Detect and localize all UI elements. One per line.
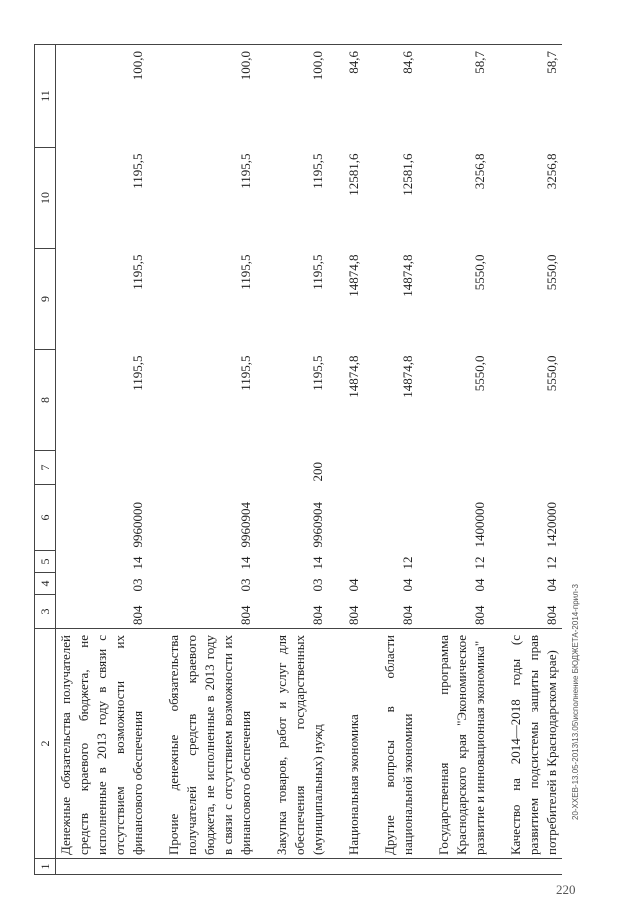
row-name: Другие вопросы в области национальной экономики	[380, 629, 418, 859]
table-row	[56, 45, 149, 875]
row-spacer	[256, 45, 272, 875]
col-header: 1	[35, 859, 56, 875]
spacer-cell	[364, 595, 380, 629]
row-name: Качество на 2014—2018 годы (с развитием подсистемы защиты прав потребителей в Краснодарском крае)	[506, 629, 562, 859]
cell-c4: 03	[310, 578, 325, 592]
table-row	[434, 45, 490, 875]
page-number: 220	[556, 882, 576, 897]
cell-c10: 1195,5	[310, 153, 325, 189]
spacer-cell	[418, 350, 434, 451]
spacer-cell	[418, 595, 434, 629]
cell-c8: 5550,0	[472, 355, 487, 392]
col-header: 4	[35, 573, 56, 595]
col-header: 5	[35, 551, 56, 573]
cell-c9: 5550,0	[472, 254, 487, 291]
table-row	[272, 45, 328, 875]
spacer-cell	[364, 45, 380, 148]
spacer-cell	[364, 485, 380, 551]
cell-c8: 14874,8	[400, 355, 415, 398]
cell-c5: 14	[130, 556, 145, 570]
spacer-cell	[148, 249, 164, 350]
cell-c3: 804	[130, 605, 145, 625]
cell-c11: 100,0	[56, 45, 149, 148]
spacer-cell	[256, 45, 272, 148]
spacer-cell	[328, 485, 344, 551]
spacer-cell	[490, 350, 506, 451]
cell-c9: 5550,0	[544, 254, 559, 291]
spacer-cell	[418, 451, 434, 485]
table-row	[164, 45, 256, 875]
spacer-cell	[364, 350, 380, 451]
cell-c5	[344, 551, 364, 573]
row-spacer	[148, 45, 164, 875]
spacer-cell	[418, 148, 434, 249]
spacer-cell	[148, 859, 164, 875]
spacer-cell	[364, 573, 380, 595]
spacer-cell	[490, 573, 506, 595]
col-header: 6	[35, 485, 56, 551]
col-header: 2	[35, 629, 56, 859]
spacer-cell	[418, 551, 434, 573]
cell-c8: 1195,5	[238, 355, 253, 391]
spacer-cell	[490, 249, 506, 350]
spacer-cell	[490, 148, 506, 249]
spacer-cell	[256, 629, 272, 859]
spacer-cell	[418, 45, 434, 148]
spacer-cell	[328, 451, 344, 485]
spacer-cell	[148, 551, 164, 573]
cell-c6: 9960000	[130, 502, 145, 548]
spacer-cell	[148, 629, 164, 859]
cell-c8: 1195,5	[130, 355, 145, 391]
spacer-cell	[418, 629, 434, 859]
cell-c8: 1195,5	[310, 355, 325, 391]
row-name: Прочие денежные обязательства получателей средств краевого бюджета, не исполненные в 2013 году в связи с отсутствием возможности их финансового обеспечения	[164, 629, 256, 859]
spacer-cell	[256, 485, 272, 551]
cell-c10: 3256,8	[472, 153, 487, 190]
cell-c7: 200	[310, 462, 325, 482]
cell-c4: 03	[130, 578, 145, 592]
row-name: Закупка товаров, работ и услуг для обеспечения государственных (муниципальных) нужд	[272, 629, 328, 859]
row-name: Денежные обязательства получателей средств краевого бюджета, не исполненные в 2013 году в связи с отсутствием возможности их финансового обеспечения	[56, 629, 149, 859]
cell-c7	[344, 451, 364, 485]
row-name: Государственная программа Краснодарского края "Экономическое развитие и инновационная экономика"	[434, 629, 490, 859]
cell-c7	[434, 451, 490, 485]
spacer-cell	[328, 45, 344, 148]
row-spacer	[418, 45, 434, 875]
cell-c4: 04	[400, 578, 415, 592]
spacer-cell	[328, 629, 344, 859]
col-header: 9	[35, 249, 56, 350]
spacer-cell	[490, 485, 506, 551]
spacer-cell	[490, 551, 506, 573]
spacer-cell	[328, 595, 344, 629]
row-empty-cell	[344, 859, 364, 875]
cell-c6	[380, 485, 418, 551]
cell-c3: 804	[400, 605, 415, 625]
spacer-cell	[148, 45, 164, 148]
table-row	[380, 45, 418, 875]
row-empty-cell	[380, 859, 418, 875]
cell-c3: 804	[346, 605, 361, 625]
cell-c5: 14	[238, 556, 253, 570]
spacer-cell	[418, 485, 434, 551]
col-header: 8	[35, 350, 56, 451]
cell-c11: 84,6	[344, 45, 364, 148]
cell-c5: 14	[310, 556, 325, 570]
spacer-cell	[256, 148, 272, 249]
row-empty-cell	[506, 859, 562, 875]
row-spacer	[490, 45, 506, 875]
cell-c6: 1400000	[472, 502, 487, 548]
row-empty-cell	[434, 859, 490, 875]
spacer-cell	[490, 451, 506, 485]
spacer-cell	[490, 859, 506, 875]
row-name: Национальная экономика	[344, 629, 364, 859]
col-header: 7	[35, 451, 56, 485]
spacer-cell	[148, 573, 164, 595]
cell-c7	[164, 451, 256, 485]
cell-c6: 1420000	[544, 502, 559, 548]
cell-c9: 1195,5	[238, 254, 253, 290]
cell-c5: 12	[544, 556, 559, 570]
cell-c10: 3256,8	[544, 153, 559, 190]
cell-c11: 58,7	[506, 45, 562, 148]
spacer-cell	[328, 551, 344, 573]
spacer-cell	[364, 551, 380, 573]
cell-c11: 84,6	[380, 45, 418, 148]
spacer-cell	[364, 629, 380, 859]
spacer-cell	[328, 350, 344, 451]
spacer-cell	[418, 249, 434, 350]
cell-c6: 9960904	[310, 502, 325, 548]
cell-c7	[380, 451, 418, 485]
header-row	[35, 45, 56, 875]
table-row	[506, 45, 562, 875]
rotated-page	[34, 45, 614, 875]
cell-c3: 804	[472, 605, 487, 625]
spacer-cell	[328, 148, 344, 249]
table-row	[344, 45, 364, 875]
cell-c11: 100,0	[272, 45, 328, 148]
row-empty-cell	[272, 859, 328, 875]
cell-c10: 12581,6	[346, 153, 361, 196]
spacer-cell	[148, 485, 164, 551]
col-header: 10	[35, 148, 56, 249]
row-spacer	[364, 45, 380, 875]
cell-c5: 12	[400, 556, 415, 570]
cell-c9: 14874,8	[400, 254, 415, 297]
spacer-cell	[148, 148, 164, 249]
spacer-cell	[256, 451, 272, 485]
cell-c4: 04	[472, 578, 487, 592]
spacer-cell	[256, 350, 272, 451]
cell-c7	[56, 451, 149, 485]
spacer-cell	[256, 595, 272, 629]
spacer-cell	[490, 629, 506, 859]
spacer-cell	[148, 595, 164, 629]
cell-c4: 03	[238, 578, 253, 592]
cell-c8: 14874,8	[346, 355, 361, 398]
spacer-cell	[364, 859, 380, 875]
spacer-cell	[364, 249, 380, 350]
row-empty-cell	[56, 859, 149, 875]
cell-c10: 12581,6	[400, 153, 415, 196]
spacer-cell	[364, 451, 380, 485]
budget-table	[34, 44, 562, 875]
spacer-cell	[256, 249, 272, 350]
spacer-cell	[328, 859, 344, 875]
spacer-cell	[256, 573, 272, 595]
cell-c4: 04	[346, 578, 361, 592]
cell-c10: 1195,5	[130, 153, 145, 189]
cell-c5: 12	[472, 556, 487, 570]
cell-c3: 804	[544, 605, 559, 625]
spacer-cell	[148, 451, 164, 485]
cell-c4: 04	[544, 578, 559, 592]
cell-c11: 58,7	[434, 45, 490, 148]
cell-c9: 14874,8	[346, 254, 361, 297]
spacer-cell	[490, 595, 506, 629]
cell-c10: 1195,5	[238, 153, 253, 189]
spacer-cell	[328, 249, 344, 350]
cell-c6	[344, 485, 364, 551]
cell-c3: 804	[238, 605, 253, 625]
spacer-cell	[148, 350, 164, 451]
spacer-cell	[256, 551, 272, 573]
footer-path: 20-ХХЕВ-13.05-2013\13.05\исполнение БЮДЖЕТА-2014-прил-3	[571, 584, 580, 820]
cell-c7	[506, 451, 562, 485]
row-spacer	[328, 45, 344, 875]
spacer-cell	[490, 45, 506, 148]
cell-c11: 100,0	[164, 45, 256, 148]
spacer-cell	[328, 573, 344, 595]
cell-c8: 5550,0	[544, 355, 559, 392]
spacer-cell	[256, 859, 272, 875]
col-header: 11	[35, 45, 56, 148]
col-header: 3	[35, 595, 56, 629]
cell-c9: 1195,5	[310, 254, 325, 290]
row-empty-cell	[164, 859, 256, 875]
cell-c3: 804	[310, 605, 325, 625]
spacer-cell	[418, 859, 434, 875]
cell-c6: 9960904	[238, 502, 253, 548]
spacer-cell	[364, 148, 380, 249]
spacer-cell	[418, 573, 434, 595]
cell-c9: 1195,5	[130, 254, 145, 290]
